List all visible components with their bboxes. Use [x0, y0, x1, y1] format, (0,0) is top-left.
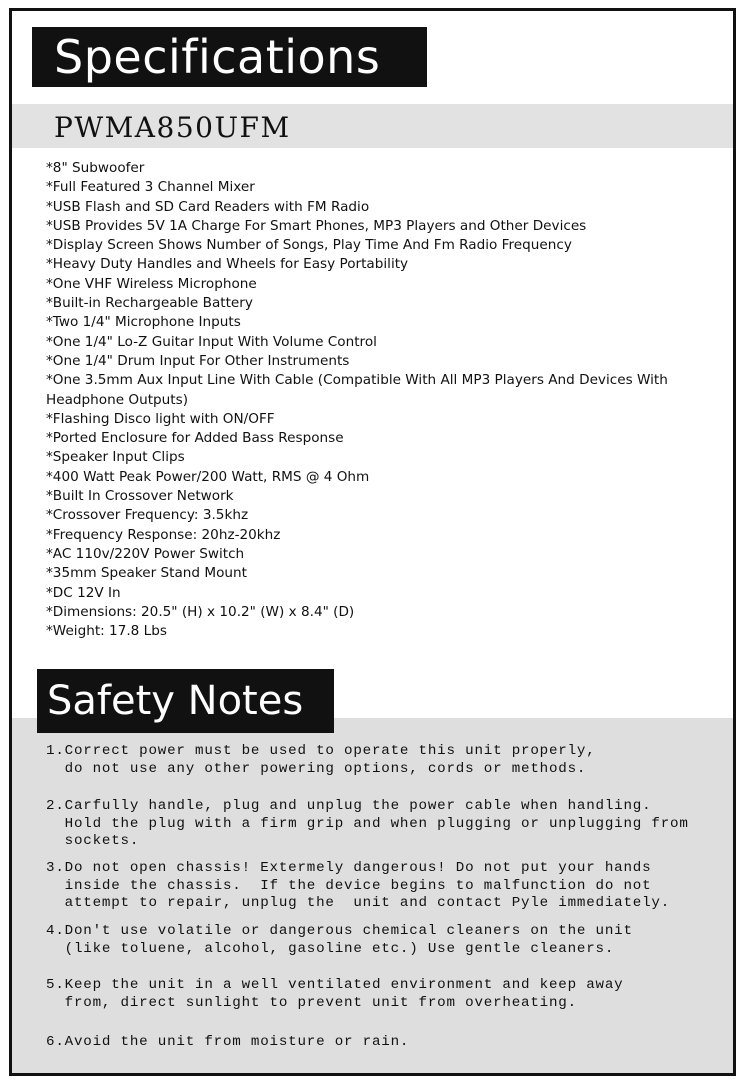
- spec-list: [46, 159, 686, 641]
- spec-item: *Flashing Disco light with ON/OFF: [46, 410, 275, 427]
- spec-item: *One 3.5mm Aux Input Line With Cable (Compatible With All MP3 Players And Devices With: [46, 372, 668, 389]
- specifications-heading: Specifications: [32, 27, 427, 87]
- spec-item: *Built-in Rechargeable Battery: [46, 295, 253, 312]
- safety-note: 6.Avoid the unit from moisture or rain.: [46, 1034, 410, 1050]
- spec-item: *Heavy Duty Handles and Wheels for Easy Portability: [46, 256, 409, 273]
- model-number: PWMA850UFM: [54, 111, 291, 144]
- spec-item: *Two 1/4" Microphone Inputs: [46, 314, 241, 331]
- spec-item: *One 1/4" Lo-Z Guitar Input With Volume Control: [46, 333, 377, 350]
- spec-item: *8" Subwoofer: [46, 160, 145, 176]
- spec-item: *Crossover Frequency: 3.5khz: [46, 507, 249, 524]
- safety-note: 1.Correct power must be used to operate this unit properly, do not use any other powering options, cords or methods.: [46, 743, 596, 777]
- spec-item-continuation: Headphone Outputs): [46, 391, 189, 408]
- spec-item: *Speaker Input Clips: [46, 449, 185, 466]
- spec-item: *Dimensions: 20.5" (H) x 10.2" (W) x 8.4" (D): [46, 603, 355, 620]
- safety-note: 3.Do not open chassis! Extermely dangerous! Do not put your hands inside the chassis. If the device begins to malfunction do not attempt to repair, unplug the unit and contact Pyle immediately.: [46, 860, 671, 912]
- spec-item: *USB Provides 5V 1A Charge For Smart Phones, MP3 Players and Other Devices: [46, 217, 587, 234]
- spec-item: *400 Watt Peak Power/200 Watt, RMS @ 4 Ohm: [46, 468, 370, 485]
- page-frame: [9, 8, 736, 1076]
- safety-note: 5.Keep the unit in a well ventilated environment and keep away from, direct sunlight to prevent unit from overheating.: [46, 977, 624, 1011]
- safety-notes-heading: Safety Notes: [37, 669, 334, 733]
- safety-note: 2.Carfully handle, plug and unplug the power cable when handling. Hold the plug with a firm grip and when plugging or unplugging from sockets.: [46, 798, 689, 850]
- spec-item: *Frequency Response: 20hz-20khz: [46, 526, 281, 543]
- safety-note: 4.Don't use volatile or dangerous chemical cleaners on the unit (like toluene, alcohol, gasoline etc.) Use gentle cleaners.: [46, 923, 633, 957]
- spec-item: *Built In Crossover Network: [46, 488, 234, 505]
- spec-item: *Ported Enclosure for Added Bass Response: [46, 430, 344, 447]
- spec-item: *One VHF Wireless Microphone: [46, 275, 257, 292]
- spec-item: *Display Screen Shows Number of Songs, Play Time And Fm Radio Frequency: [46, 237, 572, 254]
- spec-item: *Full Featured 3 Channel Mixer: [46, 179, 255, 196]
- spec-item: *AC 110v/220V Power Switch: [46, 545, 245, 562]
- spec-item: *USB Flash and SD Card Readers with FM Radio: [46, 198, 370, 215]
- spec-item: *Weight: 17.8 Lbs: [46, 623, 167, 640]
- spec-item: *DC 12V In: [46, 584, 121, 601]
- spec-item: *35mm Speaker Stand Mount: [46, 565, 247, 582]
- spec-item: *One 1/4" Drum Input For Other Instruments: [46, 352, 350, 369]
